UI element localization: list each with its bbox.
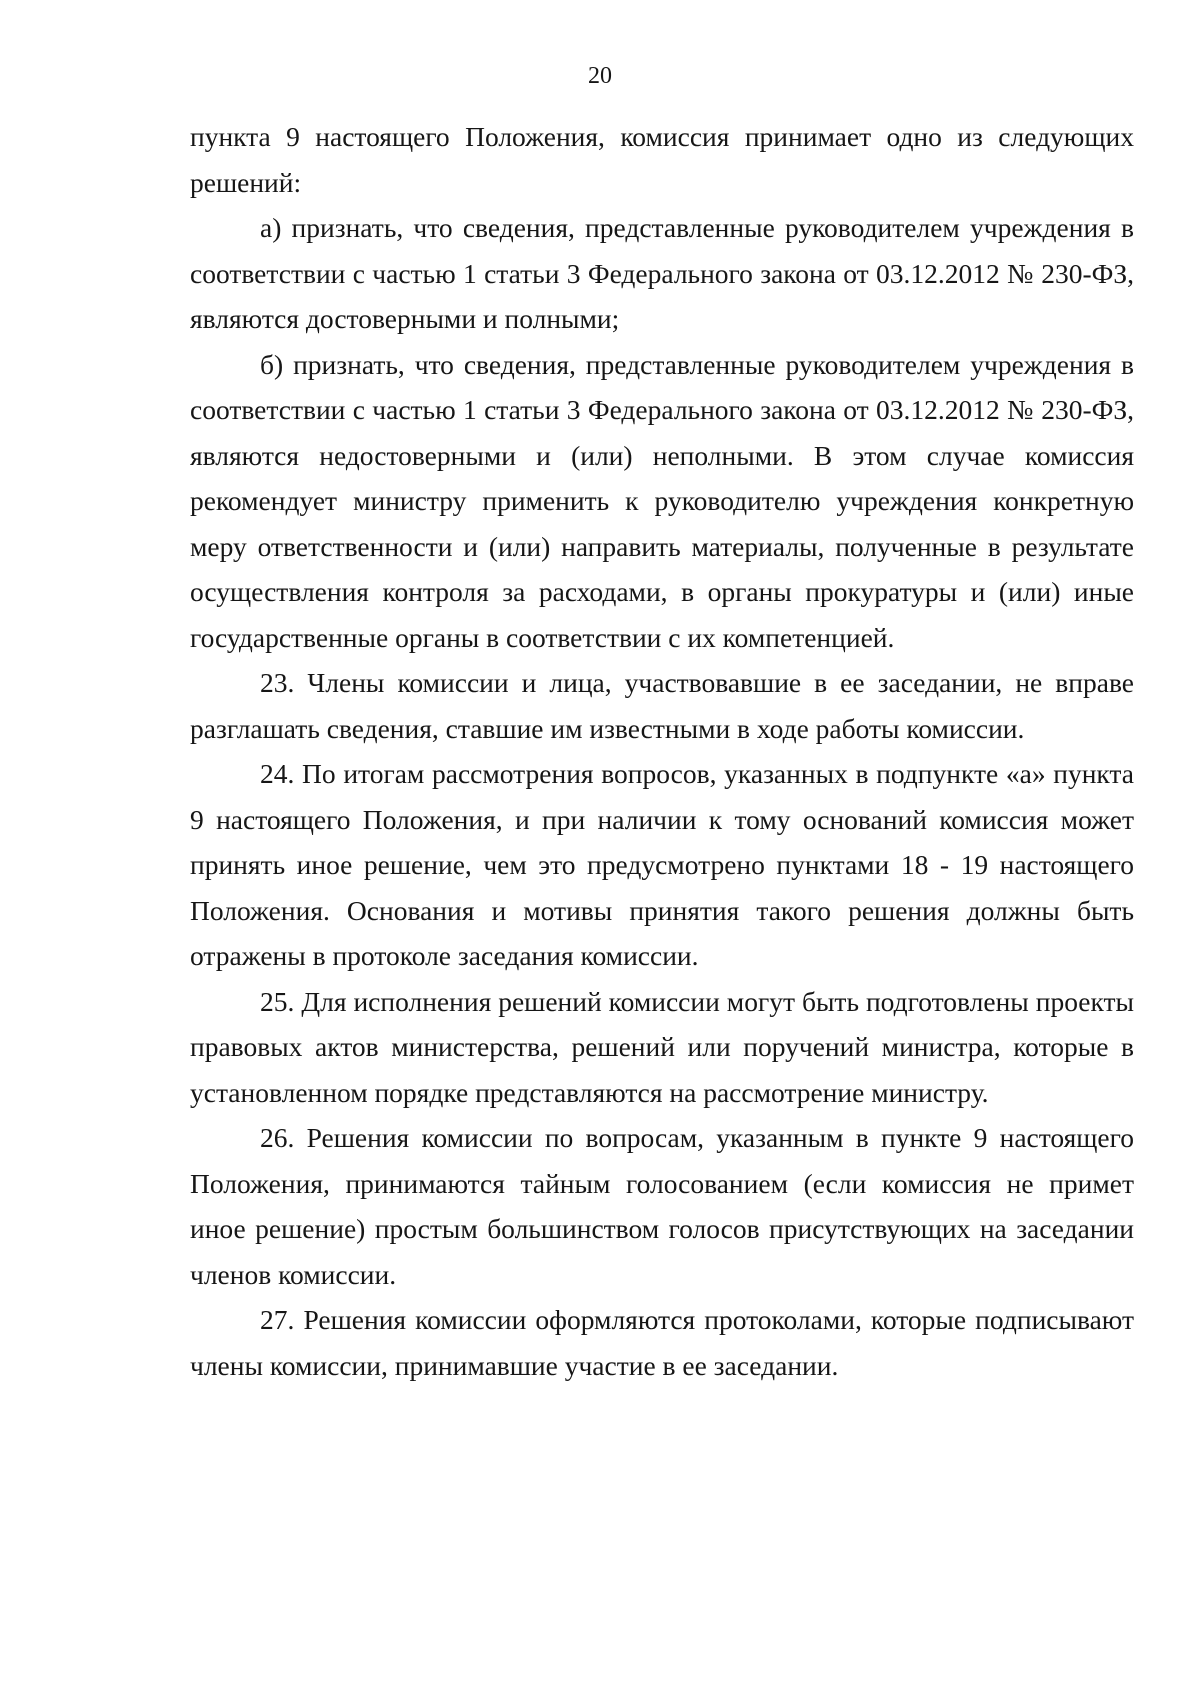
paragraph-item-25: 25. Для исполнения решений комиссии могут быть подготовлены проекты правовых актов министерства, решений или поручений министра, которые в установленном порядке представляются на рассмотрение министру. <box>190 985 1134 1108</box>
paragraph-item-24: 24. По итогам рассмотрения вопросов, указанных в подпункте «а» пункта 9 настоящего Положения, и при наличии к тому оснований комиссия может принять иное решение, чем это предусмотрено пунктами 18 - 19 настоящего Положения. Основания и мотивы принятия такого решения должны быть отражены в протоколе заседания комиссии. <box>190 758 1134 971</box>
paragraph-item-a: а) признать, что сведения, представленные руководителем учреждения в соответствии с частью 1 статьи 3 Федерального закона от 03.12.2012 № 230-ФЗ, являются достоверными и полными; <box>190 212 1134 334</box>
paragraph-continuation: пункта 9 настоящего Положения, комиссия принимает одно из следующих решений: <box>190 121 1134 198</box>
paragraph-item-b: б) признать, что сведения, представленные руководителем учреждения в соответствии с частью 1 статьи 3 Федерального закона от 03.12.2012 № 230-ФЗ, являются недостоверными и (или) неполными. В этом случае комиссия рекомендует министру применить к руководителю учреждения конкретную меру ответственности и (или) направить материалы, полученные в результате осуществления контроля за расходами, в органы прокуратуры и (или) иные государственные органы в соответствии с их компетенцией. <box>190 348 1134 653</box>
paragraph-item-27: 27. Решения комиссии оформляются протоколами, которые подписывают члены комиссии, принимавшие участие в ее заседании. <box>190 1304 1134 1381</box>
document-body <box>190 114 1134 1388</box>
page-number: 20 <box>588 63 612 89</box>
paragraph-item-26: 26. Решения комиссии по вопросам, указанным в пункте 9 настоящего Положения, принимаются тайным голосованием (если комиссия не примет иное решение) простым большинством голосов присутствующих на заседании членов комиссии. <box>190 1122 1134 1290</box>
paragraph-item-23: 23. Члены комиссии и лица, участвовавшие в ее заседании, не вправе разглашать сведения, ставшие им известными в ходе работы комиссии. <box>190 667 1134 744</box>
